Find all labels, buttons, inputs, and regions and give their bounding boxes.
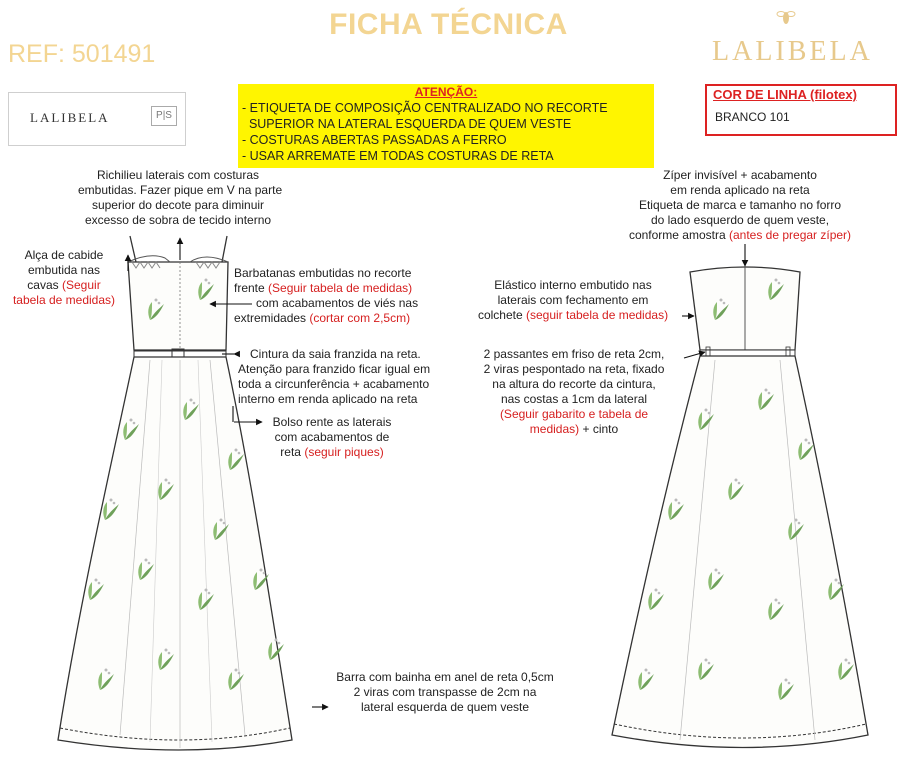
note-line: Barra com bainha em anel de reta 0,5cm [336, 670, 554, 684]
note-line: 2 passantes em friso de reta 2cm, [483, 347, 665, 361]
note-line: extremidades [234, 311, 307, 325]
note-line: Etiqueta de marca e tamanho no forro [638, 198, 842, 212]
note-highlight: (antes de pregar zíper) [728, 228, 852, 242]
note-line: com acabamentos de [274, 430, 390, 444]
note-highlight: (Seguir [62, 278, 101, 292]
back-dress [612, 266, 868, 748]
note-line: toda a circunferência + acabamento [238, 377, 430, 391]
note-bolso [262, 415, 402, 460]
note-line: 2 viras com transpasse de 2cm na [353, 685, 537, 699]
reference-code: REF: 501491 [8, 40, 156, 68]
note-elastico [462, 278, 684, 323]
note-line: Barbatanas embutidas no recorte [234, 266, 412, 280]
note-line: lateral esquerda de quem veste [360, 700, 530, 714]
attention-line: - COSTURAS ABERTAS PASSADAS A FERRO [242, 133, 507, 147]
note-cintura [238, 347, 430, 407]
note-highlight: medidas) [529, 422, 580, 436]
note-line: cavas [27, 278, 59, 292]
note-line: Richilieu laterais com costuras [96, 168, 260, 182]
note-line: Bolso rente as laterais [272, 415, 392, 429]
brand-logo-text: LALIBELA [712, 36, 873, 67]
note-barbatanas [234, 266, 418, 326]
note-alca [4, 248, 124, 308]
note-line: reta [280, 445, 301, 459]
note-line: frente [234, 281, 265, 295]
note-line: em renda aplicado na reta [670, 183, 810, 197]
thread-color-title: COR DE LINHA (filotex) [713, 87, 857, 102]
note-line: Atenção para franzido ficar igual em [238, 362, 431, 376]
logo-mark: P|S [151, 106, 177, 126]
note-highlight: (seguir piques) [304, 445, 384, 459]
note-line: embutida nas [27, 263, 101, 277]
note-line: na altura do recorte da cintura, [492, 377, 656, 391]
page-title: FICHA TÉCNICA [329, 8, 568, 41]
attention-title: ATENÇÃO: [414, 85, 478, 99]
note-line: Alça de cabide [24, 248, 104, 262]
attention-line: - USAR ARREMATE EM TODAS COSTURAS DE RETA [242, 149, 554, 163]
note-line: colchete [477, 308, 523, 322]
attention-line: - ETIQUETA DE COMPOSIÇÃO CENTRALIZADO NO RECORTE [242, 101, 608, 115]
note-line: embutidas. Fazer pique em V na parte [78, 183, 283, 197]
note-line: superior do decote para diminuir [91, 198, 265, 212]
note-line: 2 viras pespontado na reta, fixado [483, 362, 665, 376]
note-line: com acabamentos de viés nas [256, 296, 419, 310]
note-highlight: (seguir tabela de medidas) [525, 308, 669, 322]
note-highlight: tabela de medidas) [12, 293, 116, 307]
note-highlight: (Seguir gabarito e tabela de [499, 407, 649, 421]
note-line: laterais com fechamento em [497, 293, 649, 307]
note-passantes [464, 347, 684, 437]
note-barra [310, 670, 580, 715]
note-line: + cinto [582, 422, 619, 436]
note-line: Cintura da saia franzida na reta. [250, 347, 421, 361]
thread-color-value: BRANCO 101 [715, 110, 790, 124]
attention-line: SUPERIOR NA LATERAL ESQUERDA DE QUEM VESTE [242, 117, 572, 131]
note-line: conforme amostra [628, 228, 726, 242]
note-line: do lado esquerdo de quem veste, [650, 213, 830, 227]
note-line: nas costas a 1cm da lateral [500, 392, 648, 406]
note-line: Elástico interno embutido nas [494, 278, 652, 292]
note-highlight: (Seguir tabela de medidas) [268, 281, 413, 295]
logo-name: LALIBELA [30, 110, 110, 125]
note-richilieu [78, 168, 283, 228]
note-highlight: (cortar com 2,5cm) [309, 311, 411, 325]
note-ziper [600, 168, 880, 243]
note-line: Zíper invisível + acabamento [663, 168, 817, 182]
note-line: interno em renda aplicado na reta [238, 392, 418, 406]
note-line: excesso de sobra de tecido interno [84, 213, 272, 227]
